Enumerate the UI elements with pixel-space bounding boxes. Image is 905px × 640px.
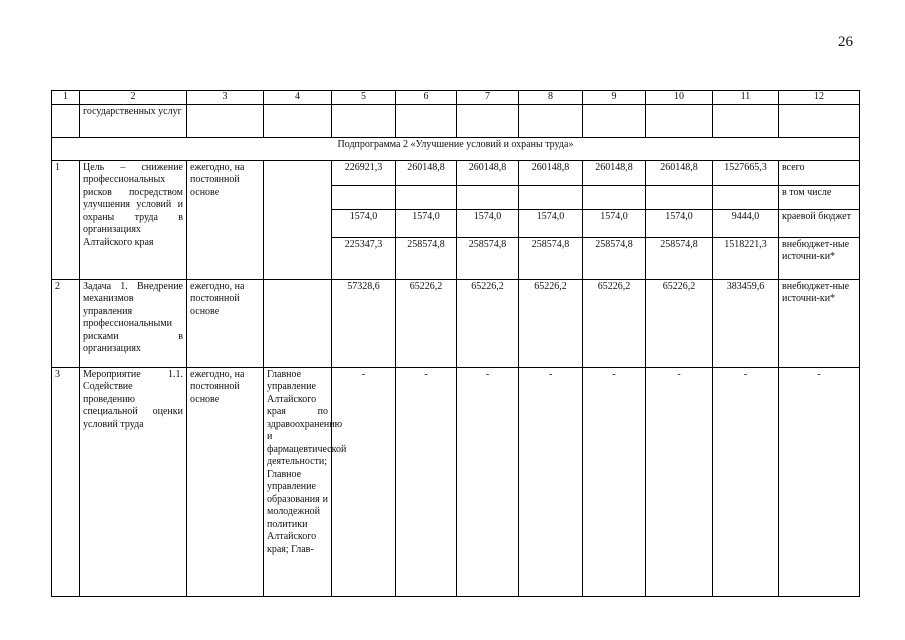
cell-row-number: 2 xyxy=(52,279,80,367)
cell-value: 260148,8 xyxy=(457,160,519,185)
cell-name: Цель – снижение профессиональных рисков посредством улучшения условий и охраны труда в организациях Алтайского края xyxy=(80,160,187,279)
col-header: 11 xyxy=(713,91,779,105)
program-table xyxy=(51,90,860,597)
cell-value: 1574,0 xyxy=(396,209,457,237)
cell-row-number: 3 xyxy=(52,367,80,596)
cell-value: 260148,8 xyxy=(519,160,583,185)
cell-value xyxy=(646,185,713,209)
cell-value xyxy=(583,185,646,209)
cell-value: - xyxy=(583,367,646,596)
cell-value: 258574,8 xyxy=(396,237,457,279)
cell-period: ежегодно, на постоянной основе xyxy=(187,367,264,596)
cell-value: 65226,2 xyxy=(646,279,713,367)
cell-value: 57328,6 xyxy=(332,279,396,367)
column-number-row xyxy=(52,91,860,105)
cell-value: 65226,2 xyxy=(519,279,583,367)
cell-executor xyxy=(264,160,332,279)
col-header: 7 xyxy=(457,91,519,105)
cell-value: 226921,3 xyxy=(332,160,396,185)
cell-value: 258574,8 xyxy=(457,237,519,279)
cell-value: 65226,2 xyxy=(583,279,646,367)
cell-name: Мероприятие 1.1. Содействие проведению специальной оценки условий труда xyxy=(80,367,187,596)
cell-source: всего xyxy=(779,160,860,185)
cell-value xyxy=(713,185,779,209)
cell-value: 65226,2 xyxy=(396,279,457,367)
col-header: 12 xyxy=(779,91,860,105)
cell-value: 1574,0 xyxy=(583,209,646,237)
cell-value: 1574,0 xyxy=(457,209,519,237)
subprogram-row xyxy=(52,137,860,160)
cell-value xyxy=(396,185,457,209)
cell-value: 1574,0 xyxy=(519,209,583,237)
cell-value: - xyxy=(713,367,779,596)
cell-value: 9444,0 xyxy=(713,209,779,237)
cell-value: 65226,2 xyxy=(457,279,519,367)
subprogram-title: Подпрограмма 2 «Улучшение условий и охраны труда» xyxy=(52,137,860,160)
cell-executor: Главное управление Алтайского края по здравоохранению и фармацевтической деятельности; Главное управление образования и молодежной политики Алтайского края; Глав- xyxy=(264,367,332,596)
col-header: 10 xyxy=(646,91,713,105)
cell-source: краевой бюджет xyxy=(779,209,860,237)
cell-period: ежегодно, на постоянной основе xyxy=(187,160,264,279)
cell-name: государственных услуг xyxy=(80,104,187,137)
cell-row-number: 1 xyxy=(52,160,80,279)
cell-value: 258574,8 xyxy=(646,237,713,279)
cell-value xyxy=(457,185,519,209)
col-header: 8 xyxy=(519,91,583,105)
cell-value: 260148,8 xyxy=(583,160,646,185)
cell-value: 260148,8 xyxy=(646,160,713,185)
cell-value: - xyxy=(646,367,713,596)
cell-value: 260148,8 xyxy=(396,160,457,185)
col-header: 4 xyxy=(264,91,332,105)
cell-value: 258574,8 xyxy=(583,237,646,279)
col-header: 5 xyxy=(332,91,396,105)
cell-source: внебюджет-ные источни-ки* xyxy=(779,237,860,279)
cell-source: в том числе xyxy=(779,185,860,209)
cell-value: 383459,6 xyxy=(713,279,779,367)
cell-value xyxy=(332,185,396,209)
cell-executor xyxy=(264,279,332,367)
col-header: 1 xyxy=(52,91,80,105)
cell-period: ежегодно, на постоянной основе xyxy=(187,279,264,367)
col-header: 2 xyxy=(80,91,187,105)
table-row xyxy=(52,367,860,596)
cell-source: - xyxy=(779,367,860,596)
cell-value: 258574,8 xyxy=(519,237,583,279)
cell-value: 1527665,3 xyxy=(713,160,779,185)
cell-value xyxy=(519,185,583,209)
continuation-row xyxy=(52,104,860,137)
cell-value: 1574,0 xyxy=(646,209,713,237)
col-header: 6 xyxy=(396,91,457,105)
cell-source: внебюджет-ные источни-ки* xyxy=(779,279,860,367)
col-header: 3 xyxy=(187,91,264,105)
cell-value: 1574,0 xyxy=(332,209,396,237)
cell-value: 1518221,3 xyxy=(713,237,779,279)
cell-value: 225347,3 xyxy=(332,237,396,279)
cell-name: Задача 1. Внедрение механизмов управления профессиональными рисками в организациях xyxy=(80,279,187,367)
cell-value: - xyxy=(519,367,583,596)
table-row xyxy=(52,279,860,367)
page-number: 26 xyxy=(838,34,853,50)
cell-value: - xyxy=(457,367,519,596)
col-header: 9 xyxy=(583,91,646,105)
cell-value: - xyxy=(396,367,457,596)
cell-value: - xyxy=(332,367,396,596)
table-row xyxy=(52,160,860,185)
